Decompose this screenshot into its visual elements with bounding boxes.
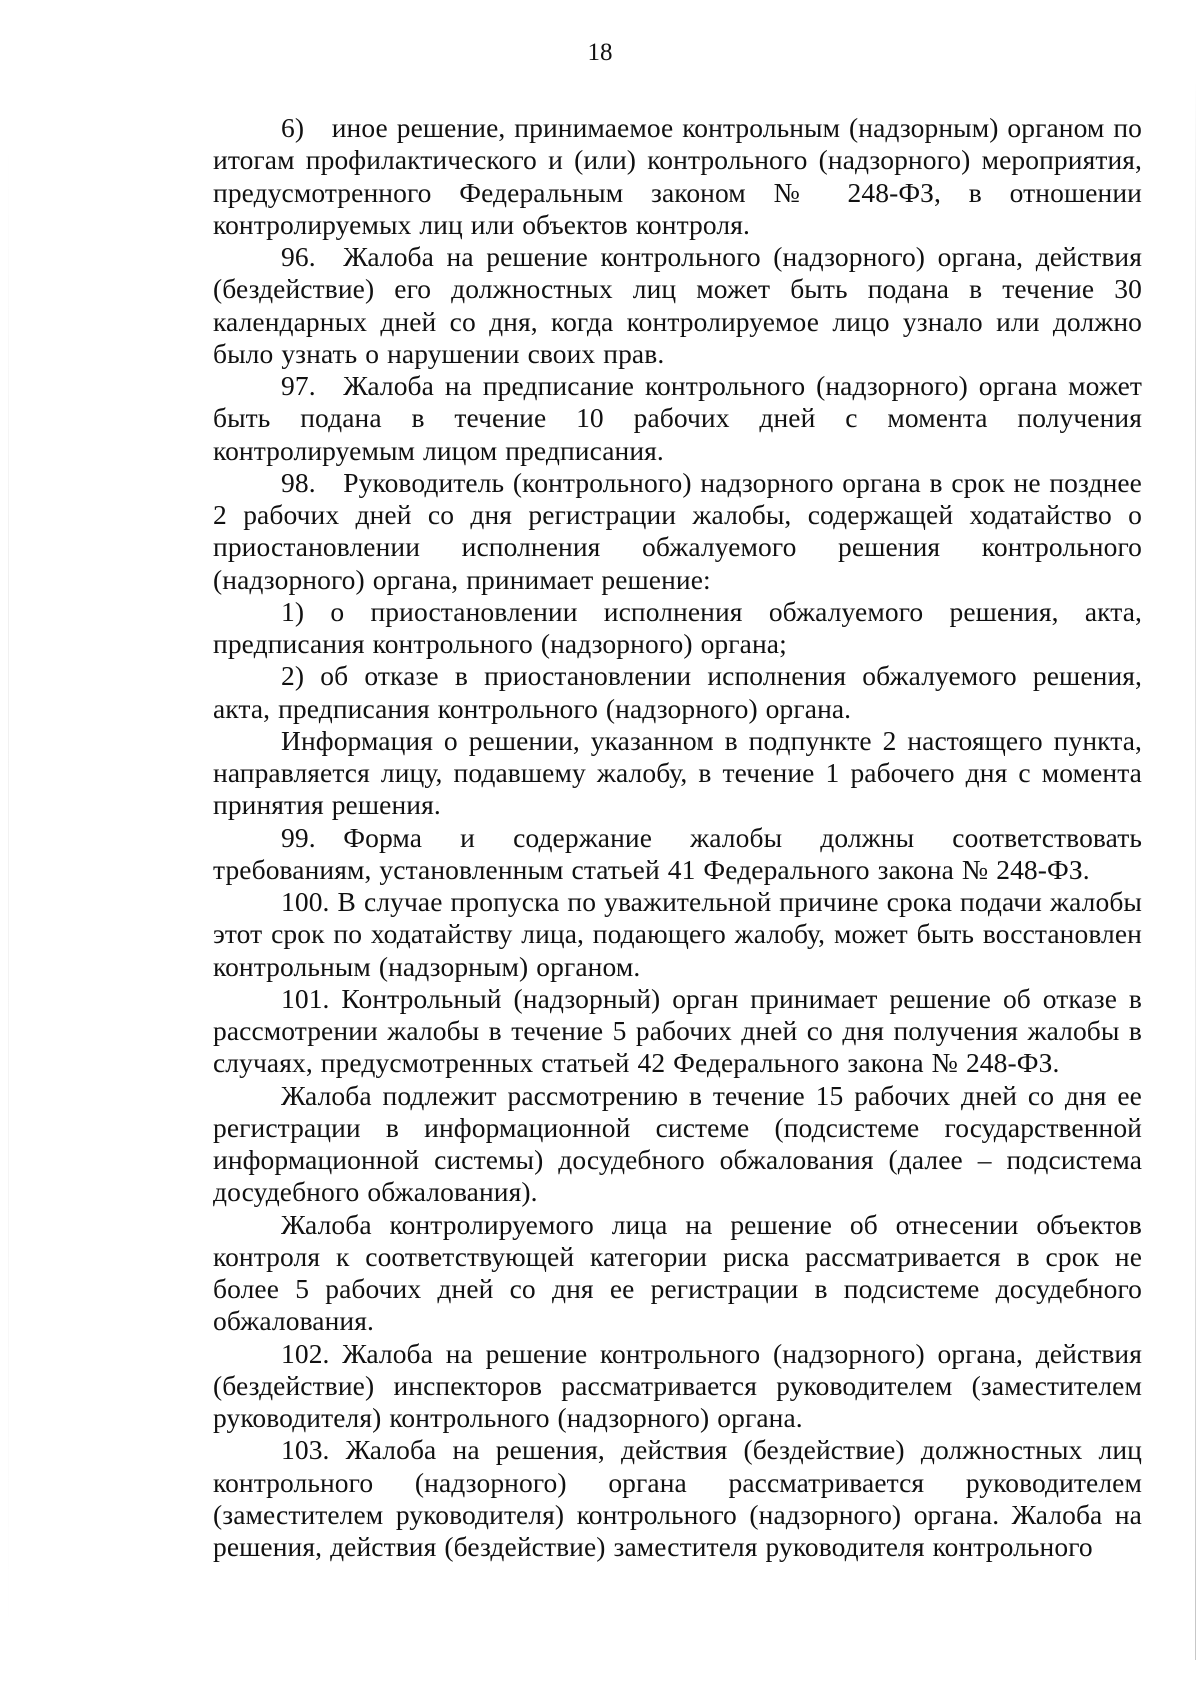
paragraph-item-6: 6) иное решение, принимаемое контрольным (надзорным) органом по итогам профилактического и (или) контрольного (надзорного) мероприятия, предусмотренного Федеральным законом № 248-ФЗ, в отношении контролируемых лиц или объектов контроля.: [213, 112, 1142, 240]
paragraph-subitem-2: 2) об отказе в приостановлении исполнения обжалуемого решения, акта, предписания контрольного (надзорного) органа.: [213, 660, 1142, 724]
page-number: 18: [587, 39, 613, 66]
scan-edge-right: [1195, 80, 1196, 1660]
paragraph-clause-100: 100. В случае пропуска по уважительной причине срока подачи жалобы этот срок по ходатайству лица, подающего жалобу, может быть восстановлен контрольным (надзорным) органом.: [213, 886, 1142, 982]
paragraph-decision-info: Информация о решении, указанном в подпункте 2 настоящего пункта, направляется лицу, подавшему жалобу, в течение 1 рабочего дня с момента принятия решения.: [213, 724, 1142, 821]
paragraph-clause-99: 99. Форма и содержание жалобы должны соответствовать требованиям, установленным статьей 41 Федерального закона № 248-ФЗ.: [213, 821, 1142, 885]
scan-edge-left: [8, 140, 9, 1640]
paragraph-clause-103: 103. Жалоба на решения, действия (бездействие) должностных лиц контрольного (надзорного) органа рассматривается руководителем (заместителем руководителя) контрольного (надзорного) органа. Жалоба на решения, действия (бездействие) заместителя руководителя контрольного: [213, 1434, 1142, 1562]
paragraph-clause-102: 102. Жалоба на решение контрольного (надзорного) органа, действия (бездействие) инспекторов рассматривается руководителем (заместителем руководителя) контрольного (надзорного) органа.: [213, 1337, 1142, 1433]
paragraph-clause-101: 101. Контрольный (надзорный) орган принимает решение об отказе в рассмотрении жалобы в течение 5 рабочих дней со дня получения жалобы в случаях, предусмотренных статьей 42 Федерального закона № 248-ФЗ.: [213, 982, 1142, 1079]
paragraph-subitem-1: 1) о приостановлении исполнения обжалуемого решения, акта, предписания контрольного (надзорного) органа;: [213, 595, 1142, 659]
paragraph-clause-96: 96. Жалоба на решение контрольного (надзорного) органа, действия (бездействие) его должностных лиц может быть подана в течение 30 календарных дней со дня, когда контролируемое лицо узнало или должно было узнать о нарушении своих прав.: [213, 241, 1142, 369]
paragraph-clause-98: 98. Руководитель (контрольного) надзорного органа в срок не позднее 2 рабочих дней со дня регистрации жалобы, содержащей ходатайство о приостановлении исполнения обжалуемого решения контрольного (надзорного) органа, принимает решение:: [213, 466, 1142, 595]
paragraph-clause-97: 97. Жалоба на предписание контрольного (надзорного) органа может быть подана в течение 10 рабочих дней с момента получения контролируемым лицом предписания.: [213, 370, 1142, 466]
paragraph-review-period: Жалоба подлежит рассмотрению в течение 15 рабочих дней со дня ее регистрации в информационной системе (подсистеме государственной информационной системы) досудебного обжалования (далее – подсистема досудебного обжалования).: [213, 1079, 1142, 1208]
document-body: [213, 112, 1142, 1563]
paragraph-risk-category: Жалоба контролируемого лица на решение об отнесении объектов контроля к соответствующей категории риска рассматривается в срок не более 5 рабочих дней со дня ее регистрации в подсистеме досудебного обжалования.: [213, 1208, 1142, 1337]
